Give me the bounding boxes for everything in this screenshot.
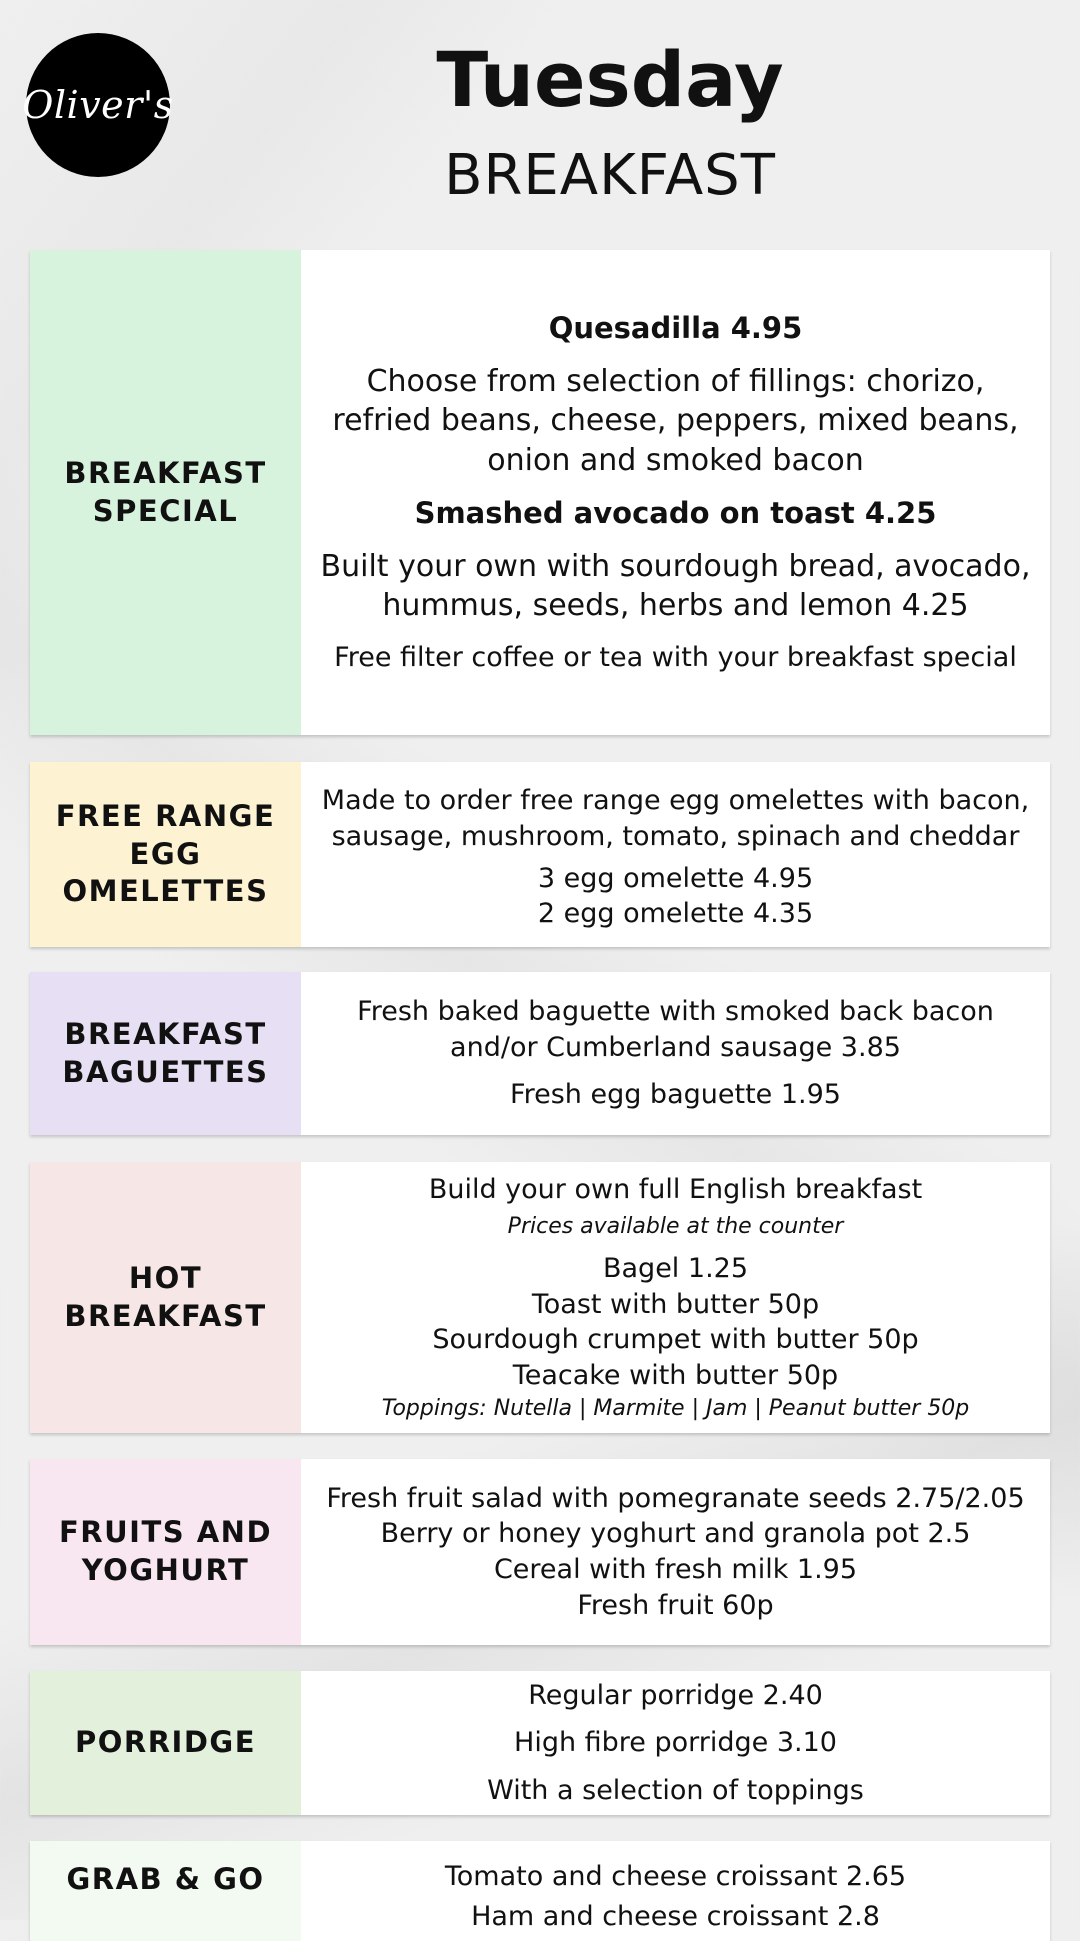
menu-line: Teacake with butter 50p [512,1359,839,1391]
menu-line: Cereal with fresh milk 1.95 [493,1554,858,1585]
section-body [301,250,1050,735]
menu-line: Sourdough crumpet with butter 50p [432,1324,919,1356]
category-label: BREAKFAST SPECIAL [30,250,301,735]
section-breakfast-special [30,250,1050,735]
toppings-note: Toppings: Nutella | Marmite | Jam | Peanut butter 50p [381,1395,970,1421]
section-fruits-yoghurt [30,1459,1050,1645]
menu-line: Regular porridge 2.40 [528,1679,823,1711]
special-note: Free filter coffee or tea with your breakfast special [334,641,1017,673]
menu-line: Fresh fruit salad with pomegranate seeds 2.75/2.05 [326,1482,1025,1514]
menu-line: With a selection of toppings [487,1774,864,1806]
section-omelettes [30,762,1050,947]
section-body [301,1162,1050,1433]
category-label: FRUITS AND YOGHURT [30,1459,301,1645]
item-description: Choose from selection of fillings: chorizo, refried beans, cheese, peppers, mixed beans, onion and smoked bacon [332,363,1019,478]
section-grab-and-go [30,1841,1050,1941]
menu-line: Toast with butter 50p [531,1288,820,1320]
menu-line: 2 egg omelette 4.35 [537,898,814,930]
item-description: Fresh baked baguette with smoked back bacon and/or Cumberland sausage 3.85 [357,996,994,1063]
category-label: FREE RANGE EGG OMELETTES [30,762,301,947]
menu-line: 3 egg omelette 4.95 [537,862,814,894]
menu-line: Fresh fruit 60p [577,1589,774,1621]
category-label: GRAB & GO [30,1841,301,1941]
item-description: Built your own with sourdough bread, avocado, hummus, seeds, herbs and lemon 4.25 [320,548,1031,624]
section-body [301,762,1050,947]
page-subtitle-meal: BREAKFAST [444,143,776,208]
item-title: Smashed avocado on toast 4.25 [414,496,937,531]
section-body [301,972,1050,1135]
item-title: Quesadilla 4.95 [548,311,803,346]
menu-line: Bagel 1.25 [602,1253,749,1285]
section-hot-breakfast [30,1162,1050,1433]
category-label: HOT BREAKFAST [30,1162,301,1433]
page-title-day: Tuesday [436,35,784,124]
menu-line: Fresh egg baguette 1.95 [510,1079,841,1111]
item-description: Made to order free range egg omelettes with bacon, sausage, mushroom, tomato, spinach and cheddar [321,785,1030,852]
menu-line: High fibre porridge 3.10 [514,1727,837,1759]
item-title: Build your own full English breakfast [428,1174,923,1206]
price-note: Prices available at the counter [507,1214,844,1240]
menu-line: Ham and cheese croissant 2.8 [471,1900,880,1932]
logo-text: Oliver's [22,83,174,127]
section-body [301,1459,1050,1645]
menu-line: Berry or honey yoghurt and granola pot 2.5 [380,1518,971,1550]
section-body [301,1671,1050,1815]
section-body [301,1841,1050,1941]
category-label: PORRIDGE [30,1671,301,1815]
section-baguettes [30,972,1050,1135]
menu-line: Tomato and cheese croissant 2.65 [444,1861,907,1892]
section-porridge [30,1671,1050,1815]
category-label: BREAKFAST BAGUETTES [30,972,301,1135]
